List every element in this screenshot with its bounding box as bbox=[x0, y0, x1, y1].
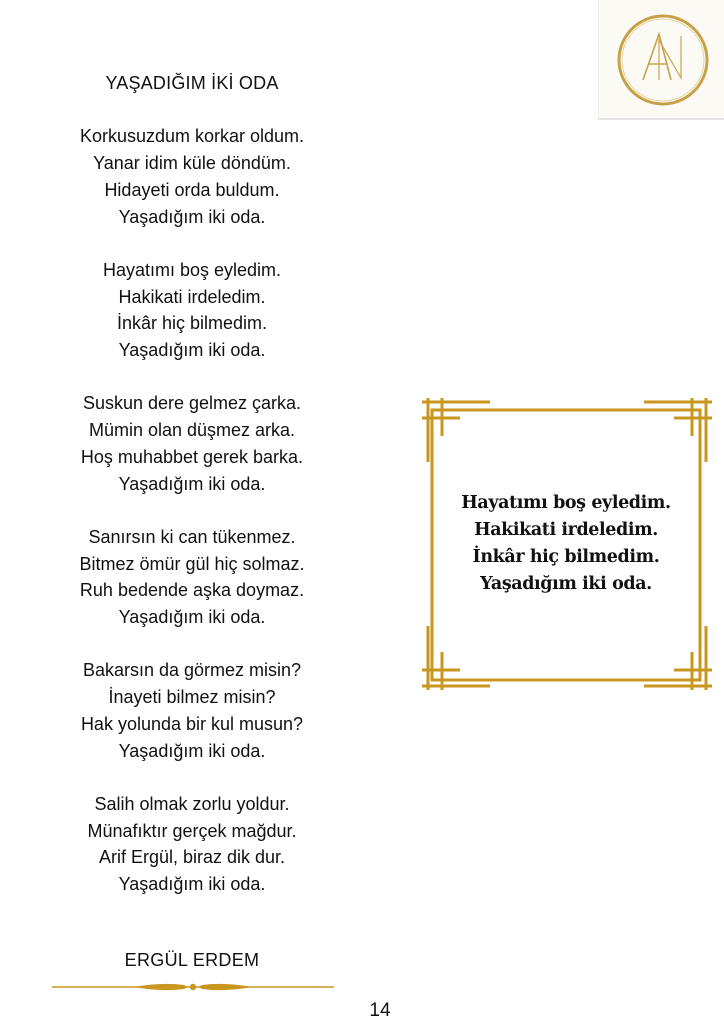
poem-line: Salih olmak zorlu yoldur. bbox=[94, 793, 290, 814]
monogram-logo-icon bbox=[599, 0, 724, 118]
poem-line: Yaşadığım iki oda. bbox=[118, 740, 266, 761]
poem bbox=[40, 70, 344, 924]
poem-title: YAŞADIĞIM İKİ ODA bbox=[105, 73, 279, 93]
poem-line: Hakikati irdeledim. bbox=[118, 286, 266, 307]
poem-line: Ruh bedende aşka doymaz. bbox=[79, 580, 305, 601]
poem-line: Bitmez ömür gül hiç solmaz. bbox=[79, 553, 305, 574]
quote-line: Yaşadığım iki oda. bbox=[480, 574, 652, 594]
stanza bbox=[40, 657, 344, 764]
poem-line: Sanırsın ki can tükenmez. bbox=[88, 526, 296, 547]
stanza bbox=[40, 257, 344, 364]
author-name: ERGÜL ERDEM bbox=[124, 950, 260, 970]
stanza bbox=[40, 791, 344, 898]
poem-line: Yaşadığım iki oda. bbox=[118, 874, 266, 894]
quote-line: Hayatımı boş eyledim. bbox=[461, 493, 671, 513]
quote-line: Hakikati irdeledim. bbox=[474, 520, 658, 540]
poem-line: Yaşadığım iki oda. bbox=[118, 473, 266, 494]
pull-quote bbox=[440, 490, 692, 598]
poem-line: Suskun dere gelmez çarka. bbox=[82, 393, 302, 414]
quote-line: İnkâr hiç bilmedim. bbox=[472, 547, 660, 567]
poem-line: Korkusuzdum korkar oldum. bbox=[79, 126, 305, 147]
poem-line: İnayeti bilmez misin? bbox=[108, 687, 276, 708]
stanza bbox=[40, 390, 344, 497]
poem-line: Mümin olan düşmez arka. bbox=[88, 420, 296, 441]
page-number: 14 bbox=[369, 1000, 391, 1021]
poem-line: Hayatımı boş eyledim. bbox=[102, 259, 282, 280]
poem-line: Hoş muhabbet gerek barka. bbox=[80, 446, 304, 467]
poem-line: Arif Ergül, biraz dik dur. bbox=[98, 847, 286, 868]
poem-line: Yaşadığım iki oda. bbox=[118, 340, 266, 360]
stanza bbox=[40, 524, 344, 631]
poem-line: Hak yolunda bir kul musun? bbox=[80, 713, 304, 734]
stanza bbox=[40, 123, 344, 230]
poem-line: Yaşadığım iki oda. bbox=[118, 206, 266, 227]
poem-line: Münafıktır gerçek mağdur. bbox=[87, 820, 297, 841]
poem-line: Yaşadığım iki oda. bbox=[118, 607, 266, 627]
poem-line: İnkâr hiç bilmedim. bbox=[116, 313, 268, 334]
poem-line: Bakarsın da görmez misin? bbox=[82, 660, 302, 681]
poem-line: Hidayeti orda buldum. bbox=[104, 179, 280, 200]
logo-panel bbox=[598, 0, 724, 120]
ornament-divider bbox=[52, 978, 334, 996]
poem-line: Yanar idim küle döndüm. bbox=[93, 153, 291, 174]
